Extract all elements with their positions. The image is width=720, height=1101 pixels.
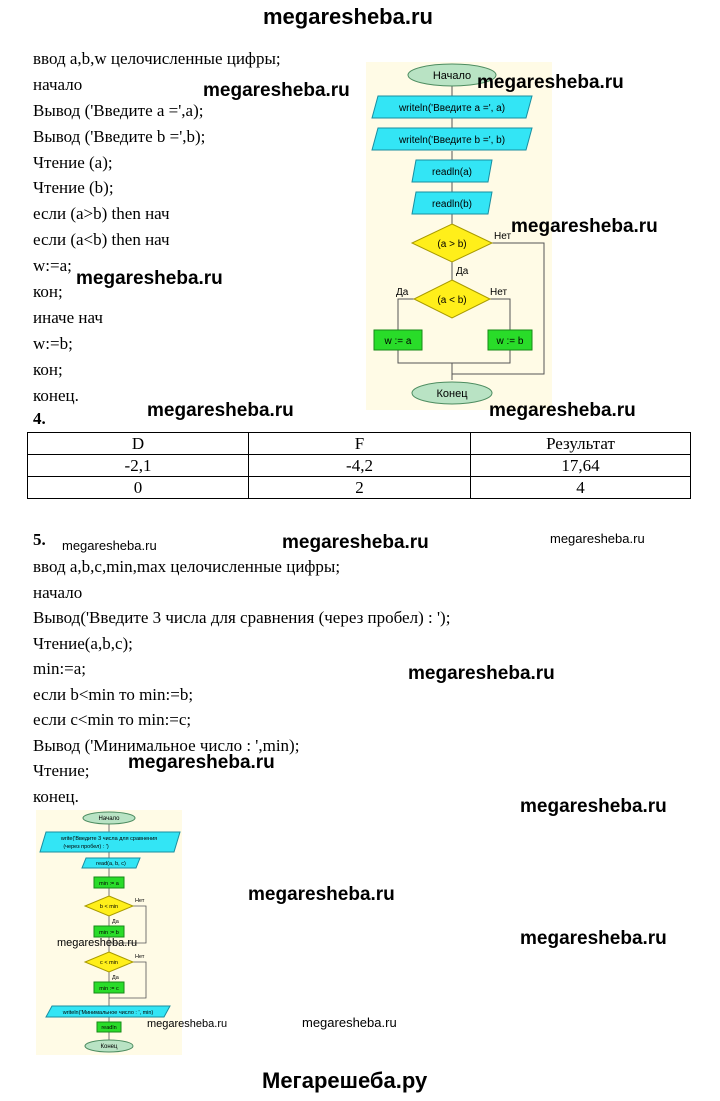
read-a-label: readln(a) bbox=[431, 167, 473, 178]
read-b-label: readln(b) bbox=[431, 199, 473, 210]
readln-label: readln bbox=[101, 1025, 117, 1031]
task4-number: 4. bbox=[33, 409, 46, 428]
code-line: если b<min то min:=b; bbox=[33, 684, 194, 704]
table-cell: -4,2 bbox=[249, 455, 471, 477]
code-line: ввод a,b,w целочисленные цифры; bbox=[33, 49, 281, 68]
results-table bbox=[27, 432, 691, 499]
table-cell: -2,1 bbox=[28, 455, 249, 477]
start-label: Начало bbox=[98, 816, 120, 822]
table-cell: 2 bbox=[249, 477, 471, 499]
header-cell: Результат bbox=[471, 433, 691, 455]
output-prompt-line1: write('Введите 3 числа для сравнения bbox=[60, 836, 158, 842]
code-line: Вывод ('Введите a =',a); bbox=[33, 100, 204, 120]
code-line: Вывод('Введите 3 числа для сравнения (через пробел) : '); bbox=[33, 608, 451, 627]
watermark: megaresheba.ru bbox=[511, 216, 658, 237]
footer-watermark: Мегарешеба.ру bbox=[262, 1068, 428, 1093]
end-label: Конец bbox=[100, 1044, 118, 1050]
code-line: Чтение (a); bbox=[33, 152, 113, 172]
code-line: если (a<b) then нач bbox=[33, 230, 170, 250]
watermark: megaresheba.ru bbox=[248, 884, 395, 905]
output-prompt-block bbox=[40, 832, 180, 852]
code-line: Вывод ('Минимальное число : ',min); bbox=[33, 735, 300, 755]
read-abc-label: read(a, b, c) bbox=[96, 861, 126, 867]
assign-w-b-label: w := b bbox=[496, 336, 524, 347]
code-line: Чтение (b); bbox=[33, 178, 114, 198]
watermark-small: megaresheba.ru bbox=[550, 531, 645, 546]
watermark-small: megaresheba.ru bbox=[302, 1015, 397, 1030]
table-cell: 4 bbox=[471, 477, 691, 499]
table-row bbox=[28, 455, 691, 477]
decision-1-label: (a > b) bbox=[437, 239, 467, 250]
watermark: megaresheba.ru bbox=[520, 928, 667, 949]
table-header-row bbox=[28, 433, 691, 455]
header-cell: F bbox=[249, 433, 471, 455]
code-line: кон; bbox=[33, 359, 63, 379]
decision-1-yes-label: Да bbox=[112, 919, 119, 925]
output-a-label: writeln('Введите a =', a) bbox=[398, 103, 506, 114]
table-row bbox=[28, 477, 691, 499]
code-line: конец. bbox=[33, 385, 79, 405]
decision-2-no-label: Нет bbox=[490, 287, 508, 298]
watermark-small: megaresheba.ru bbox=[147, 1018, 228, 1030]
code-line: кон; bbox=[33, 282, 63, 302]
table-cell: 0 bbox=[28, 477, 249, 499]
decision-2-label: c < min bbox=[100, 960, 118, 966]
code-line: ввод a,b,c,min,max целочисленные цифры; bbox=[33, 557, 341, 576]
decision-2-yes-label: Да bbox=[112, 975, 119, 981]
task5-number: 5. bbox=[33, 530, 46, 549]
assign-min-b-label: min := b bbox=[99, 930, 119, 936]
decision-1-yes-label: Да bbox=[456, 266, 469, 277]
decision-2-label: (a < b) bbox=[437, 295, 467, 306]
start-label: Начало bbox=[432, 70, 472, 82]
code-line: начало bbox=[33, 582, 83, 602]
watermark: megaresheba.ru bbox=[520, 796, 667, 817]
code-line: иначе нач bbox=[33, 307, 103, 327]
code-line: конец. bbox=[33, 786, 79, 806]
assign-min-c-label: min := c bbox=[99, 986, 119, 992]
output-b-label: writeln('Введите b =', b) bbox=[398, 135, 506, 146]
watermark: megaresheba.ru bbox=[282, 532, 429, 553]
code-line: если (a>b) then нач bbox=[33, 204, 170, 224]
decision-1-no-label: Нет bbox=[494, 231, 512, 242]
code-line: если c<min то min:=c; bbox=[33, 710, 192, 729]
assign-w-a-label: w := a bbox=[384, 336, 412, 347]
watermark: megaresheba.ru bbox=[147, 400, 294, 421]
watermark: megaresheba.ru bbox=[489, 400, 636, 421]
decision-2-no-label: Нет bbox=[135, 954, 145, 960]
code-line: w:=a; bbox=[33, 256, 72, 276]
code-line: w:=b; bbox=[33, 333, 73, 353]
init-min-label: min := a bbox=[99, 881, 119, 887]
decision-2-yes-label: Да bbox=[396, 287, 409, 298]
watermark: megaresheba.ru bbox=[203, 80, 350, 101]
decision-1-label: b < min bbox=[99, 904, 119, 910]
code-line: Вывод ('Введите b =',b); bbox=[33, 126, 206, 146]
code-line: Чтение(a,b,c); bbox=[33, 633, 133, 653]
code-line: Чтение; bbox=[33, 761, 90, 780]
output-min-label: writeln('Минимальное число : ', min) bbox=[62, 1010, 154, 1016]
decision-1-no-label: Нет bbox=[135, 898, 145, 904]
code-line: min:=a; bbox=[33, 659, 87, 678]
watermark: megaresheba.ru bbox=[477, 72, 624, 93]
watermark: megaresheba.ru bbox=[408, 663, 555, 684]
header-watermark: megaresheba.ru bbox=[263, 4, 433, 29]
output-prompt-line2: (через пробел) : ') bbox=[63, 844, 109, 850]
code-line: начало bbox=[33, 74, 83, 94]
table-cell: 17,64 bbox=[471, 455, 691, 477]
header-cell: D bbox=[28, 433, 249, 455]
watermark-small: megaresheba.ru bbox=[57, 937, 138, 949]
watermark: megaresheba.ru bbox=[76, 268, 223, 289]
end-label: Конец bbox=[436, 388, 468, 400]
watermark: megaresheba.ru bbox=[128, 752, 275, 773]
watermark-small: megaresheba.ru bbox=[62, 538, 157, 553]
